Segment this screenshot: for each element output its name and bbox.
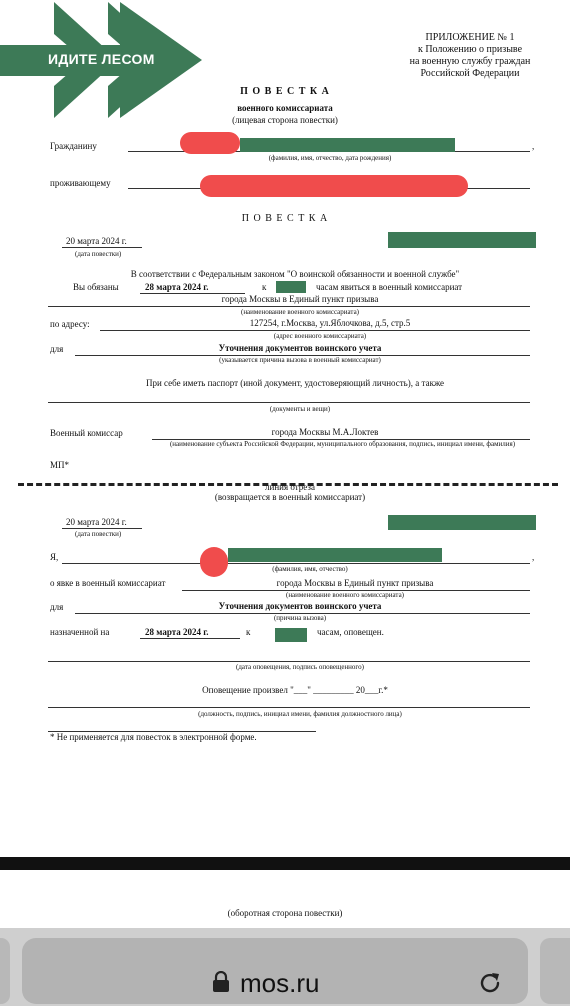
residing-label: проживающему <box>50 178 111 188</box>
appear-at-label: к <box>262 282 267 292</box>
hours-text: часам явиться в военный комиссариат <box>316 282 463 292</box>
stub-notify-hint: (дата оповещения, подпись оповещенного) <box>236 663 364 671</box>
obliged-label: Вы обязаны <box>73 282 119 292</box>
browser-toolbar <box>0 928 570 1006</box>
address-bar[interactable] <box>22 938 528 1004</box>
notice-date: 20 марта 2024 г. <box>66 236 127 246</box>
law-text: В соответствии с Федеральным законом "О воинской обязанности и военной службе" <box>130 269 460 279</box>
commissar-label: Военный комиссар <box>50 428 123 438</box>
stub-comma: , <box>532 552 535 562</box>
appendix-header <box>380 32 560 80</box>
page-separator <box>0 857 570 870</box>
stub-name-line <box>62 563 530 564</box>
bring-text: При себе иметь паспорт (иной документ, удостоверяющий личность), а также <box>145 378 445 388</box>
redaction-mark <box>200 175 468 197</box>
url-text: mos.ru <box>240 968 320 998</box>
stub-official-hint: (должность, подпись, инициал имени, фамилия должностного лица) <box>198 710 402 718</box>
appendix-line: на военную службу граждан <box>409 56 531 67</box>
commissar-value: города Москвы М.А.Локтев <box>271 427 379 437</box>
stub-scheduled-label: назначенной на <box>50 627 110 637</box>
stub-scheduled-date: 28 марта 2024 г. <box>145 627 209 637</box>
commissariat-name: города Москвы в Единый пункт призыва <box>221 294 379 304</box>
footnote: * Не применяется для повесток в электронной форме. <box>50 732 257 742</box>
commissar-hint: (наименование субъекта Российской Федерации, муниципального образования, подпись, инициал имени, фамилия) <box>169 440 516 448</box>
stub-commissariat: города Москвы в Единый пункт призыва <box>276 578 434 588</box>
redaction-bar <box>388 232 536 248</box>
redaction-bar <box>276 281 306 293</box>
stub-appear-label: о явке в военный комиссариат <box>50 578 166 588</box>
redaction-bar <box>388 515 536 530</box>
commissariat-hint: (наименование военного комиссариата) <box>240 308 360 316</box>
front-subtitle: военного комиссариата <box>237 103 333 113</box>
for-label: для <box>50 344 64 354</box>
front-title: П О В Е С Т К А <box>240 86 330 97</box>
reason-value: Уточнения документов воинского учета <box>218 343 382 353</box>
docs-line <box>48 402 530 403</box>
docs-hint: (документы и вещи) <box>269 405 331 413</box>
tab-edge-right[interactable] <box>540 938 570 1004</box>
citizen-comma: , <box>532 141 535 151</box>
redaction-mark <box>180 132 240 154</box>
stub-official-line <box>48 707 530 708</box>
address-line <box>100 330 530 331</box>
address-label: по адресу: <box>50 319 90 329</box>
notice-date-line <box>62 247 142 248</box>
stub-date-line <box>62 528 142 529</box>
address-hint: (адрес военного комиссариата) <box>273 332 367 340</box>
appendix-line: к Положению о призыве <box>417 44 523 55</box>
appear-date: 28 марта 2024 г. <box>145 282 209 292</box>
stamp-mark: МП* <box>50 460 70 470</box>
redaction-bar <box>275 628 307 642</box>
redaction-bar <box>228 548 442 562</box>
tab-edge-left[interactable] <box>0 938 10 1004</box>
stub-name-hint: (фамилия, имя, отчество) <box>272 565 348 573</box>
address-value: 127254, г.Москва, ул.Яблочкова, д.5, стр.5 <box>249 318 411 328</box>
appendix-line: Российской Федерации <box>420 68 520 79</box>
front-side-note: (лицевая сторона повестки) <box>232 115 338 125</box>
tear-return-label: (возвращается в военный комиссариат) <box>214 492 366 502</box>
stub-notify-line <box>48 661 530 662</box>
reason-hint: (указывается причина вызова в военный комиссариат) <box>219 356 381 364</box>
stub-i-label: Я, <box>50 552 59 562</box>
tear-line-label: линия отреза <box>265 482 315 492</box>
redaction-bar <box>240 138 455 152</box>
stub-commissariat-hint: (наименование военного комиссариата) <box>285 591 405 599</box>
appendix-line: ПРИЛОЖЕНИЕ № 1 <box>425 32 515 43</box>
notice-date-hint: (дата повестки) <box>75 250 122 258</box>
stub-hours-text: часам, оповещен. <box>317 627 384 637</box>
lock-icon <box>212 971 230 993</box>
stub-scheduled-line <box>140 638 240 639</box>
stub-for-label: для <box>50 602 64 612</box>
stub-notified-by: Оповещение произвел "___" _________ 20___г.* <box>202 685 388 695</box>
stub-date-hint: (дата повестки) <box>75 530 122 538</box>
notice-title: П О В Е С Т К А <box>241 213 329 224</box>
stub-reason-hint: (причина вызова) <box>273 614 327 622</box>
citizen-hint: (фамилия, имя, отчество, дата рождения) <box>268 154 392 162</box>
stub-at-label: к <box>246 627 251 637</box>
commissariat-line <box>48 306 530 307</box>
stub-date: 20 марта 2024 г. <box>66 517 127 527</box>
back-caption: (оборотная сторона повестки) <box>227 908 343 918</box>
citizen-label: Гражданину <box>50 141 97 151</box>
banner-text: ИДИТЕ ЛЕСОМ <box>48 51 155 67</box>
reload-icon[interactable] <box>477 970 503 996</box>
stub-reason: Уточнения документов воинского учета <box>218 601 382 611</box>
